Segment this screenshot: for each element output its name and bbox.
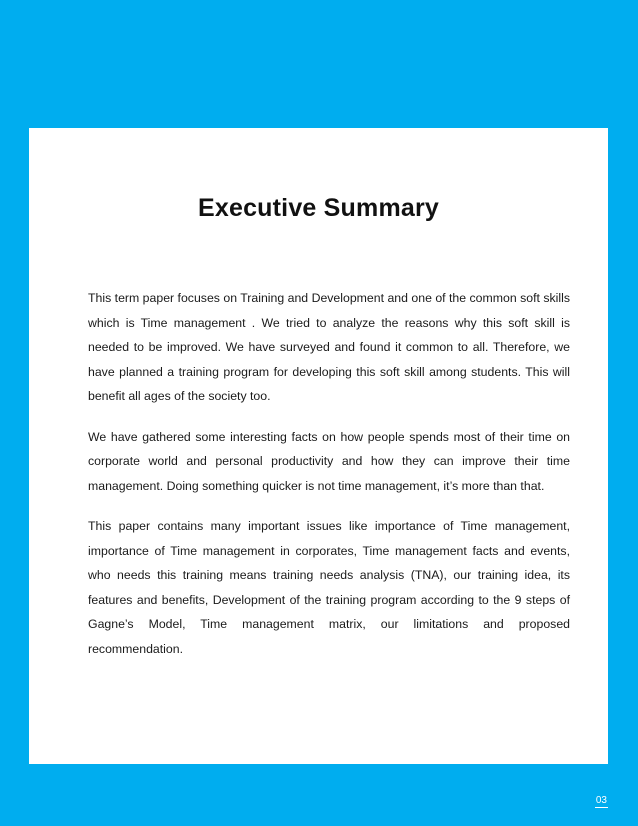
page-title: Executive Summary (197, 194, 440, 222)
paragraph-2: We have gathered some interesting facts on how people spends most of their time on corporate world and personal productivity and how they can improve their time management. Doing something quicker is not time management, it’s more than that. (88, 429, 570, 493)
paragraph-1: This term paper focuses on Training and Development and one of the common soft skills which is Time management . We tried to analyze the reasons why this soft skill is needed to be improved. We have surveyed and found it common to all. Therefore, we have planned a training program for developing this soft skill among students. This will benefit all ages of the society too. (88, 291, 570, 403)
body-text (88, 286, 570, 677)
page-number: 03 (595, 795, 607, 806)
document-page (29, 128, 608, 764)
paragraph-3: This paper contains many important issues like importance of Time management, importance of Time management in corporates, Time management facts and events, who needs this training means training needs analysis (TNA), our training idea, its features and benefits, Development of the training program according to the 9 steps of Gagne’s Model, Time management matrix, our limitations and proposed recommendation. (88, 519, 570, 656)
